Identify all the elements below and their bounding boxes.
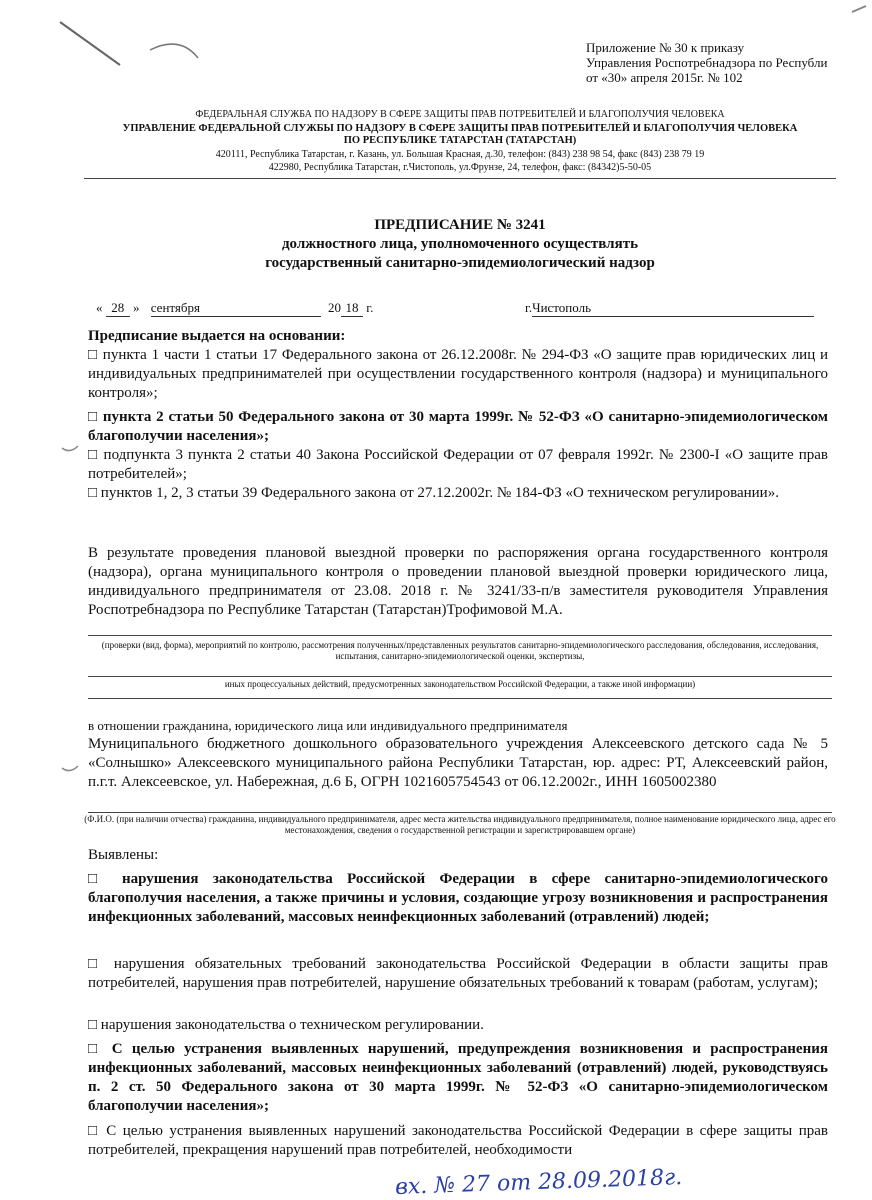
date-day: 28 [106,300,130,317]
basis-item: □ подпункта 3 пункта 2 статьи 40 Закона Российской Федерации от 07 февраля 1992г. № 2300-I «О защите прав потребителей»; [88,447,828,482]
inspection-underline [88,635,832,636]
annex-block [586,40,827,85]
document-subtitle: должностного лица, уполномоченного осуществлять [281,236,639,252]
date-month: сентября [151,300,321,317]
document-title: ПРЕДПИСАНИЕ № 3241 [374,217,546,233]
fold-mark [60,440,80,460]
annex-line: Управления Роспотребнадзора по Республи [586,55,828,70]
date-quote: » [133,300,140,315]
findings-heading: Выявлены: [88,847,159,863]
subject-underline [88,812,832,813]
date-field [96,300,373,317]
basis-item: □ пунктов 1, 2, 3 статьи 39 Федерального закона от 27.12.2002г. № 184-ФЗ «О техническом регулировании». [88,485,779,501]
handwritten-registration: вх. № 27 от 28.09.2018г. [394,1164,683,1200]
inspection-caption: (проверки (вид, форма), мероприятий по контролю, рассмотрения полученных/представленных результатов санитарно-эпидемиологического расследования, обследования, исследования, испытания, санитарно-эпидемиологической оценки, экспертизы, [101,640,819,661]
subject-caption: (Ф.И.О. (при наличии отчества) гражданина, индивидуального предпринимателя, адрес места жительства индивидуального предпринимателя, полное наименование юридического лица, адрес его местонахождения, сведения о государственной регистрации и зарегистрировавшем органе) [84,814,836,835]
header-divider [84,178,836,179]
date-quote: « [96,300,103,315]
annex-line: от «30» апреля 2015г. № 102 [586,70,743,85]
fold-mark [60,760,80,780]
finding-item: □ С целью устранения выявленных нарушений, предупреждения возникновения и распространения инфекционных заболеваний, массовых неинфекционных заболеваний (отравлений) людей, руководствуясь п. 2 ст. 50 Федерального закона от 30 марта 1999г. № 52-ФЗ «О санитарно-эпидемиологическом благополучии населения»; [88,1041,828,1114]
basis-heading: Предписание выдается на основании: [88,328,346,344]
finding-item: □ С целью устранения выявленных нарушений законодательства Российской Федерации в сфере защиты прав потребителей, прекращения нарушений прав потребителей, необходимости [88,1123,828,1158]
inspection-text: В результате проведения плановой выездной проверки по распоряжения органа государственного контроля (надзора), органа муниципального контроля о проведении плановой выездной проверки юридического лица, индивидуального предпринимателя от 23.08. 2018 г. № 3241/33-п/в заместителя руководителя Управления Роспотребнадзора по Республике Татарстан (Татарстан)Трофимовой М.А. [88,545,828,618]
finding-item: □ нарушения законодательства о техническом регулировании. [88,1017,484,1033]
staple-mark [850,2,870,16]
subject-label: в отношении гражданина, юридического лица или индивидуального предпринимателя [88,718,568,733]
document-subtitle: государственный санитарно-эпидемиологический надзор [265,255,655,271]
date-year-prefix: 20 [328,300,341,315]
basis-section [88,327,828,503]
basis-item: □ пункта 2 статьи 50 Федерального закона от 30 марта 1999г. № 52-ФЗ «О санитарно-эпидемиологическом благополучии населения»; [88,409,828,444]
finding-item: □ нарушения обязательных требований законодательства Российской Федерации в области защиты прав потребителей, нарушения прав потребителей, нарушение обязательных требований к товарам (работам, услугам); [88,956,828,991]
place-prefix: г. [525,300,533,315]
agency-directorate: УПРАВЛЕНИЕ ФЕДЕРАЛЬНОЙ СЛУЖБЫ ПО НАДЗОРУ В СФЕРЕ ЗАЩИТЫ ПРАВ ПОТРЕБИТЕЛЕЙ И БЛАГОПОЛУЧИЯ ЧЕЛОВЕКА [122,123,798,134]
annex-line: Приложение № 30 к приказу [586,40,745,55]
basis-item: □ пункта 1 части 1 статьи 17 Федерального закона от 26.12.2008г. № 294-ФЗ «О защите прав юридических лиц и индивидуальных предпринимателей при осуществлении государственного контроля (надзора) и муниципального контроля»; [88,347,828,401]
date-year-suffix: г. [366,300,374,315]
subject-text: Муниципального бюджетного дошкольного образовательного учреждения Алексеевского детского сада № 5 «Солнышко» Алексеевского муниципального района Республики Татарстан, юр. адрес: РТ, Алексеевский район, п.г.т. Алексеевское, ул. Набережная, д.6 Б, ОГРН 1021605754543 от 06.12.2002г., ИНН 1605002380 [88,736,828,790]
agency-region: ПО РЕСПУБЛИКЕ ТАТАРСТАН (ТАТАРСТАН) [343,135,577,146]
agency-address-chistopol: 422980, Республика Татарстан, г.Чистополь, ул.Фрунзе, 24, телефон, факс: (84342)5-50-05 [268,162,652,173]
agency-federal: ФЕДЕРАЛЬНАЯ СЛУЖБА ПО НАДЗОРУ В СФЕРЕ ЗАЩИТЫ ПРАВ ПОТРЕБИТЕЛЕЙ И БЛАГОПОЛУЧИЯ ЧЕЛОВЕКА [195,109,725,120]
place-city: Чистополь [532,300,814,317]
place-field [525,300,814,317]
date-year: 18 [341,300,363,317]
inspection-underline [88,676,832,677]
pen-stroke-mark [50,10,200,70]
finding-item: □ нарушения законодательства Российской Федерации в сфере санитарно-эпидемиологического благополучия населения, а также причины и условия, создающие угрозу возникновения и распространения инфекционных заболеваний, массовых неинфекционных заболеваний (отравлений) людей; [88,871,828,925]
inspection-caption: иных процессуальных действий, предусмотренных законодательством Российской Федерации, а также иной информации) [224,679,696,689]
inspection-underline [88,698,832,699]
agency-address-kazan: 420111, Республика Татарстан, г. Казань, ул. Большая Красная, д.30, телефон: (843) 238 98 54, факс (843) 238 79 19 [215,149,705,160]
